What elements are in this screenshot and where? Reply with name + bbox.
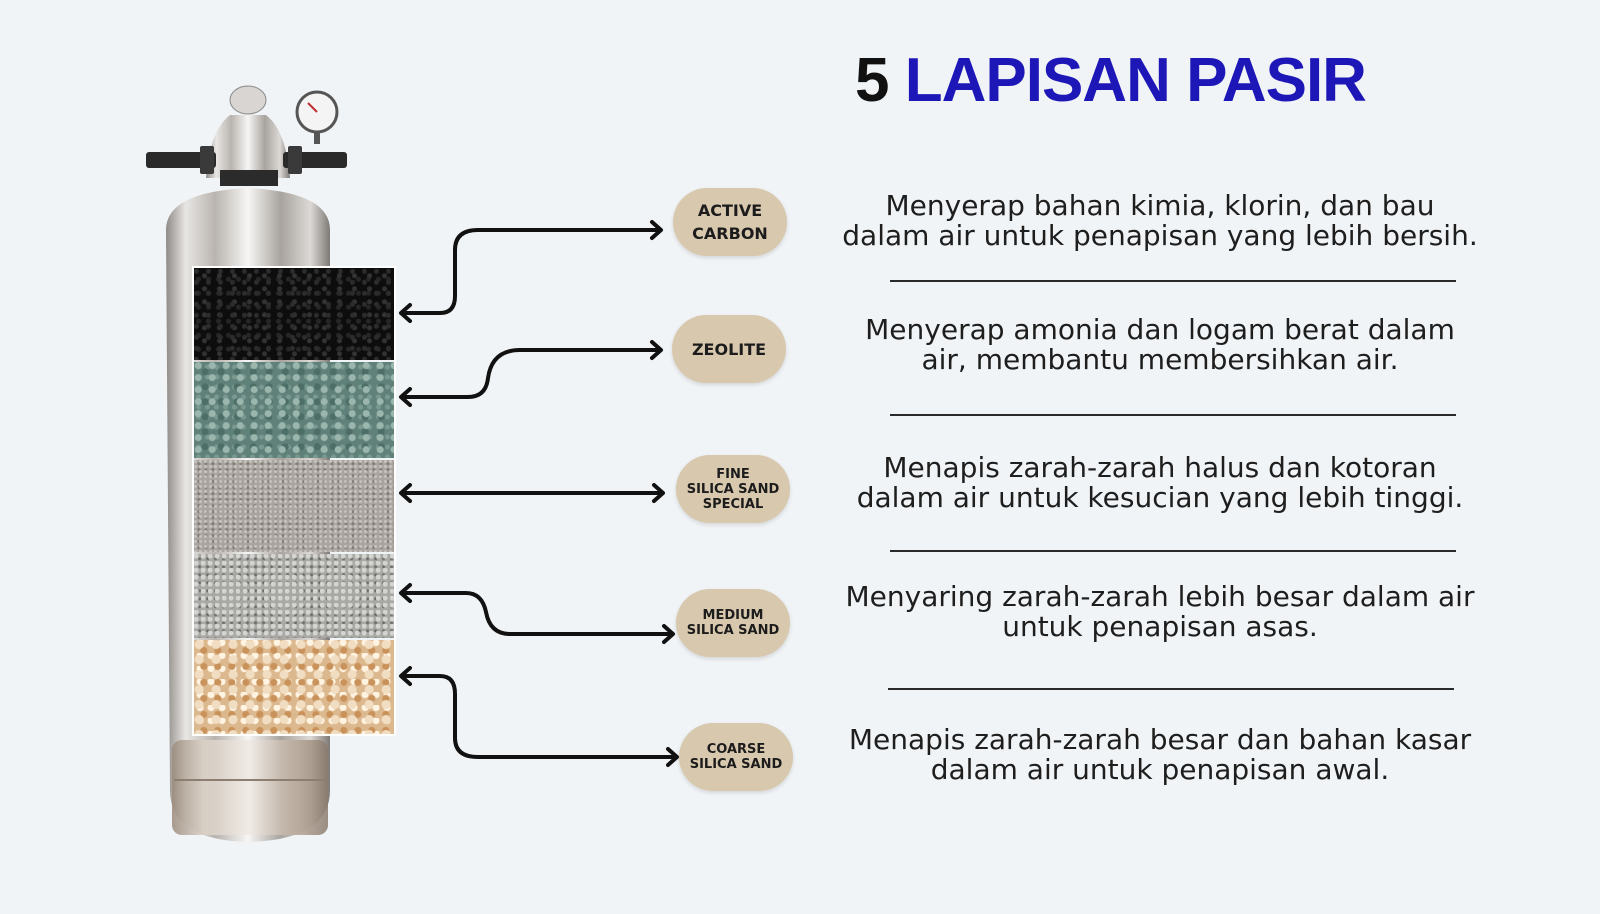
description-line: dalam air untuk penapisan awal. bbox=[930, 753, 1390, 786]
description-line: untuk penapisan asas. bbox=[1002, 610, 1318, 643]
title-text: LAPISAN PASIR bbox=[904, 46, 1366, 115]
title-number: 5 bbox=[855, 46, 889, 115]
label-line: SPECIAL bbox=[702, 496, 764, 512]
description-medium-silica-sand bbox=[810, 582, 1510, 642]
divider bbox=[890, 414, 1456, 416]
description-coarse-silica-sand bbox=[810, 725, 1510, 785]
label-coarse-silica-sand bbox=[679, 723, 793, 791]
label-line: FINE bbox=[716, 466, 750, 482]
label-medium-silica-sand bbox=[676, 589, 790, 657]
label-fine-silica-sand-special bbox=[676, 455, 790, 523]
label-active-carbon bbox=[673, 188, 787, 256]
description-line: Menyerap bahan kimia, klorin, dan bau bbox=[885, 189, 1435, 222]
arrow-active-carbon bbox=[401, 222, 661, 321]
description-line: Menyerap amonia dan logam berat dalam bbox=[865, 313, 1455, 346]
divider bbox=[890, 280, 1456, 282]
arrow-fine-silica-sand bbox=[401, 485, 663, 501]
arrow-zeolite bbox=[401, 342, 661, 405]
divider bbox=[888, 688, 1454, 690]
divider bbox=[890, 550, 1456, 552]
description-line: dalam air untuk kesucian yang lebih tinggi. bbox=[856, 481, 1464, 514]
description-line: Menapis zarah-zarah besar dan bahan kasar bbox=[848, 723, 1472, 756]
label-line: SILICA SAND bbox=[686, 623, 780, 638]
arrow-medium-silica-sand bbox=[401, 585, 673, 642]
label-line: ACTIVE bbox=[697, 201, 763, 220]
arrow-coarse-silica-sand bbox=[401, 668, 677, 765]
label-line: ZEOLITE bbox=[691, 339, 767, 359]
description-active-carbon bbox=[810, 191, 1510, 251]
description-line: dalam air untuk penapisan yang lebih bersih. bbox=[842, 219, 1478, 252]
description-zeolite bbox=[810, 315, 1510, 375]
label-line: SILICA SAND bbox=[686, 481, 780, 497]
description-line: Menapis zarah-zarah halus dan kotoran bbox=[883, 451, 1437, 484]
label-line: MEDIUM bbox=[702, 608, 764, 623]
description-line: Menyaring zarah-zarah lebih besar dalam air bbox=[845, 580, 1475, 613]
description-fine-silica-sand bbox=[810, 453, 1510, 513]
label-line: COARSE bbox=[706, 742, 766, 757]
label-line: CARBON bbox=[692, 224, 768, 243]
description-line: air, membantu membersihkan air. bbox=[921, 343, 1399, 376]
label-zeolite bbox=[672, 315, 786, 383]
label-line: SILICA SAND bbox=[689, 757, 783, 772]
